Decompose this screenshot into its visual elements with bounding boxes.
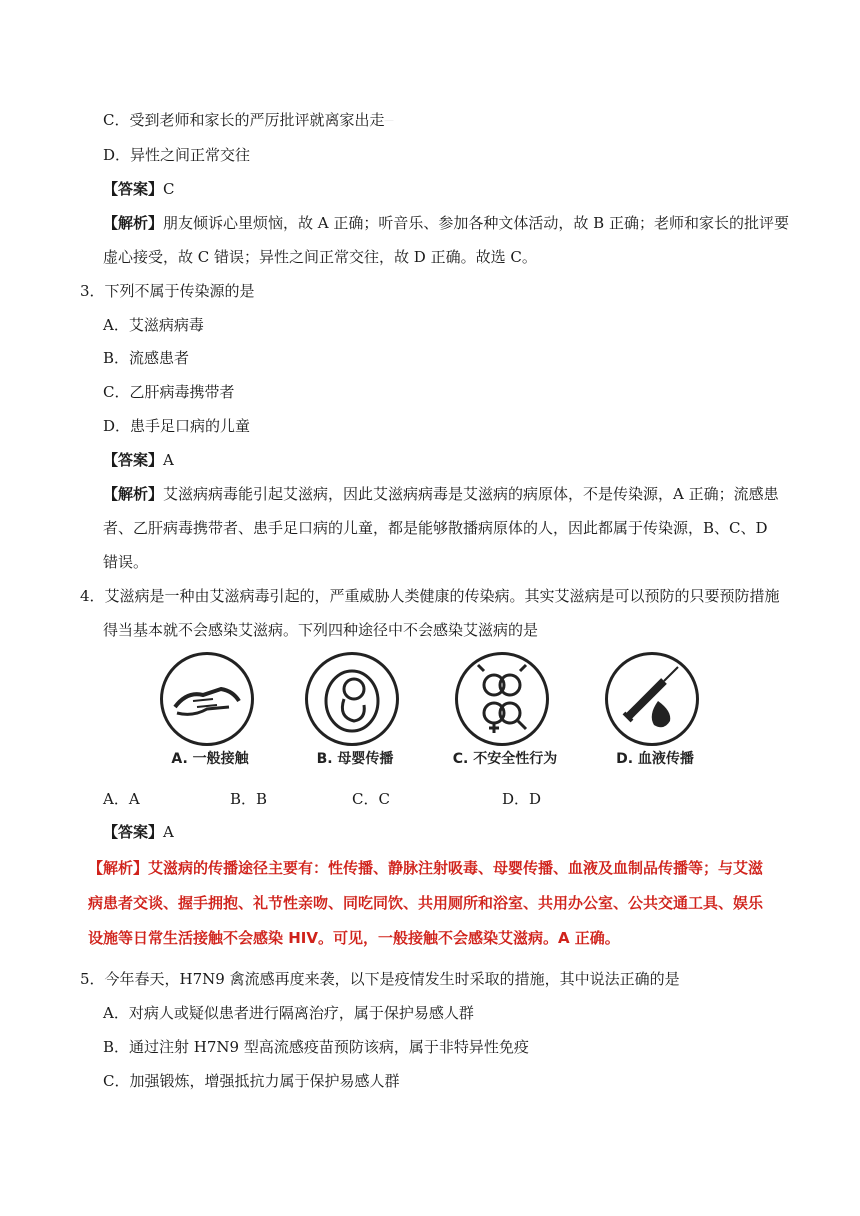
explanation-text: 艾滋病病毒能引起艾滋病，因此艾滋病病毒是艾滋病的病原体，不是传染源，A 正确；流感患 (163, 485, 779, 503)
q3-option-c: C．乙肝病毒携带者 (103, 383, 235, 401)
figure-a-caption: A. 一般接触 (171, 751, 249, 767)
q3-option-a: A．艾滋病病毒 (103, 316, 204, 334)
answer-value: C (163, 180, 175, 198)
q3-explanation-line1 (103, 484, 779, 504)
q4-explanation-line3: 设施等日常生活接触不会感染 HIV。可见，一般接触不会感染艾滋病。A 正确。 (88, 929, 620, 947)
handshake-icon (160, 652, 254, 746)
gender-symbols-icon (455, 652, 549, 746)
answer-value: A (163, 823, 174, 841)
q4-option-d: D．D (502, 790, 542, 808)
q4-stem-line1: 4．艾滋病是一种由艾滋病毒引起的，严重威胁人类健康的传染病。其实艾滋病是可以预防的只要预防措施 (80, 587, 780, 605)
figure-a (140, 648, 280, 778)
q3-option-b: B．流感患者 (103, 349, 190, 367)
syringe-blood-icon (605, 652, 699, 746)
answer-value: A (163, 451, 174, 469)
q4-option-b: B．B (230, 790, 268, 808)
q5-option-a: A．对病人或疑似患者进行隔离治疗，属于保护易感人群 (103, 1004, 474, 1022)
q4-answer (103, 822, 174, 842)
figure-c-caption: C. 不安全性行为 (452, 751, 558, 767)
explanation-text: 朋友倾诉心里烦恼，故 A 正确；听音乐、参加各种文体活动，故 B 正确；老师和家长的批评要 (163, 214, 789, 232)
q2-option-c-artifact: ……… (384, 118, 394, 122)
answer-label: 【答案】 (103, 451, 164, 469)
q3-answer (103, 450, 174, 470)
q5-stem: 5．今年春天，H7N9 禽流感再度来袭，以下是疫情发生时采取的措施，其中说法正确的是 (80, 970, 680, 988)
q3-stem: 3．下列不属于传染源的是 (80, 282, 255, 300)
q2-explanation-line2: 虚心接受，故 C 错误；异性之间正常交往，故 D 正确。故选 C。 (103, 248, 537, 266)
fetus-icon (305, 652, 399, 746)
q2-option-c-text: C．受到老师和家长的严厉批评就离家出走 (103, 111, 385, 129)
explanation-label: 【解析】 (103, 214, 164, 232)
q2-answer (103, 179, 175, 199)
q3-option-d: D．患手足口病的儿童 (103, 417, 251, 435)
q3-explanation-line3: 错误。 (103, 553, 149, 571)
explanation-label: 【解析】 (103, 485, 164, 503)
q4-option-c: C．C (352, 790, 390, 808)
q4-explanation-line1: 【解析】艾滋病的传播途径主要有：性传播、静脉注射吸毒、母婴传播、血液及血制品传播等；与艾滋 (88, 859, 764, 877)
q4-stem-line2: 得当基本就不会感染艾滋病。下列四种途径中不会感染艾滋病的是 (103, 621, 539, 639)
q2-explanation-line1 (103, 213, 789, 233)
figure-b-caption: B. 母婴传播 (316, 751, 394, 767)
figure-b (285, 648, 425, 778)
figure-d (585, 648, 725, 778)
q4-option-a: A．A (103, 790, 140, 808)
q5-option-c: C．加强锻炼，增强抵抗力属于保护易感人群 (103, 1072, 400, 1090)
q2-option-c (103, 110, 393, 130)
answer-label: 【答案】 (103, 180, 164, 198)
q5-option-b: B．通过注射 H7N9 型高流感疫苗预防该病，属于非特异性免疫 (103, 1038, 529, 1056)
q3-explanation-line2: 者、乙肝病毒携带者、患手足口病的儿童，都是能够散播病原体的人，因此都属于传染源，B、C、D (103, 519, 768, 537)
q4-explanation-line2: 病患者交谈、握手拥抱、礼节性亲吻、同吃同饮、共用厕所和浴室、共用办公室、公共交通工具、娱乐 (88, 894, 764, 912)
q4-figure (140, 648, 710, 778)
q2-option-d: D．异性之间正常交往 (103, 146, 251, 164)
figure-c (435, 648, 575, 778)
figure-d-caption: D. 血液传播 (616, 751, 694, 767)
answer-label: 【答案】 (103, 823, 164, 841)
